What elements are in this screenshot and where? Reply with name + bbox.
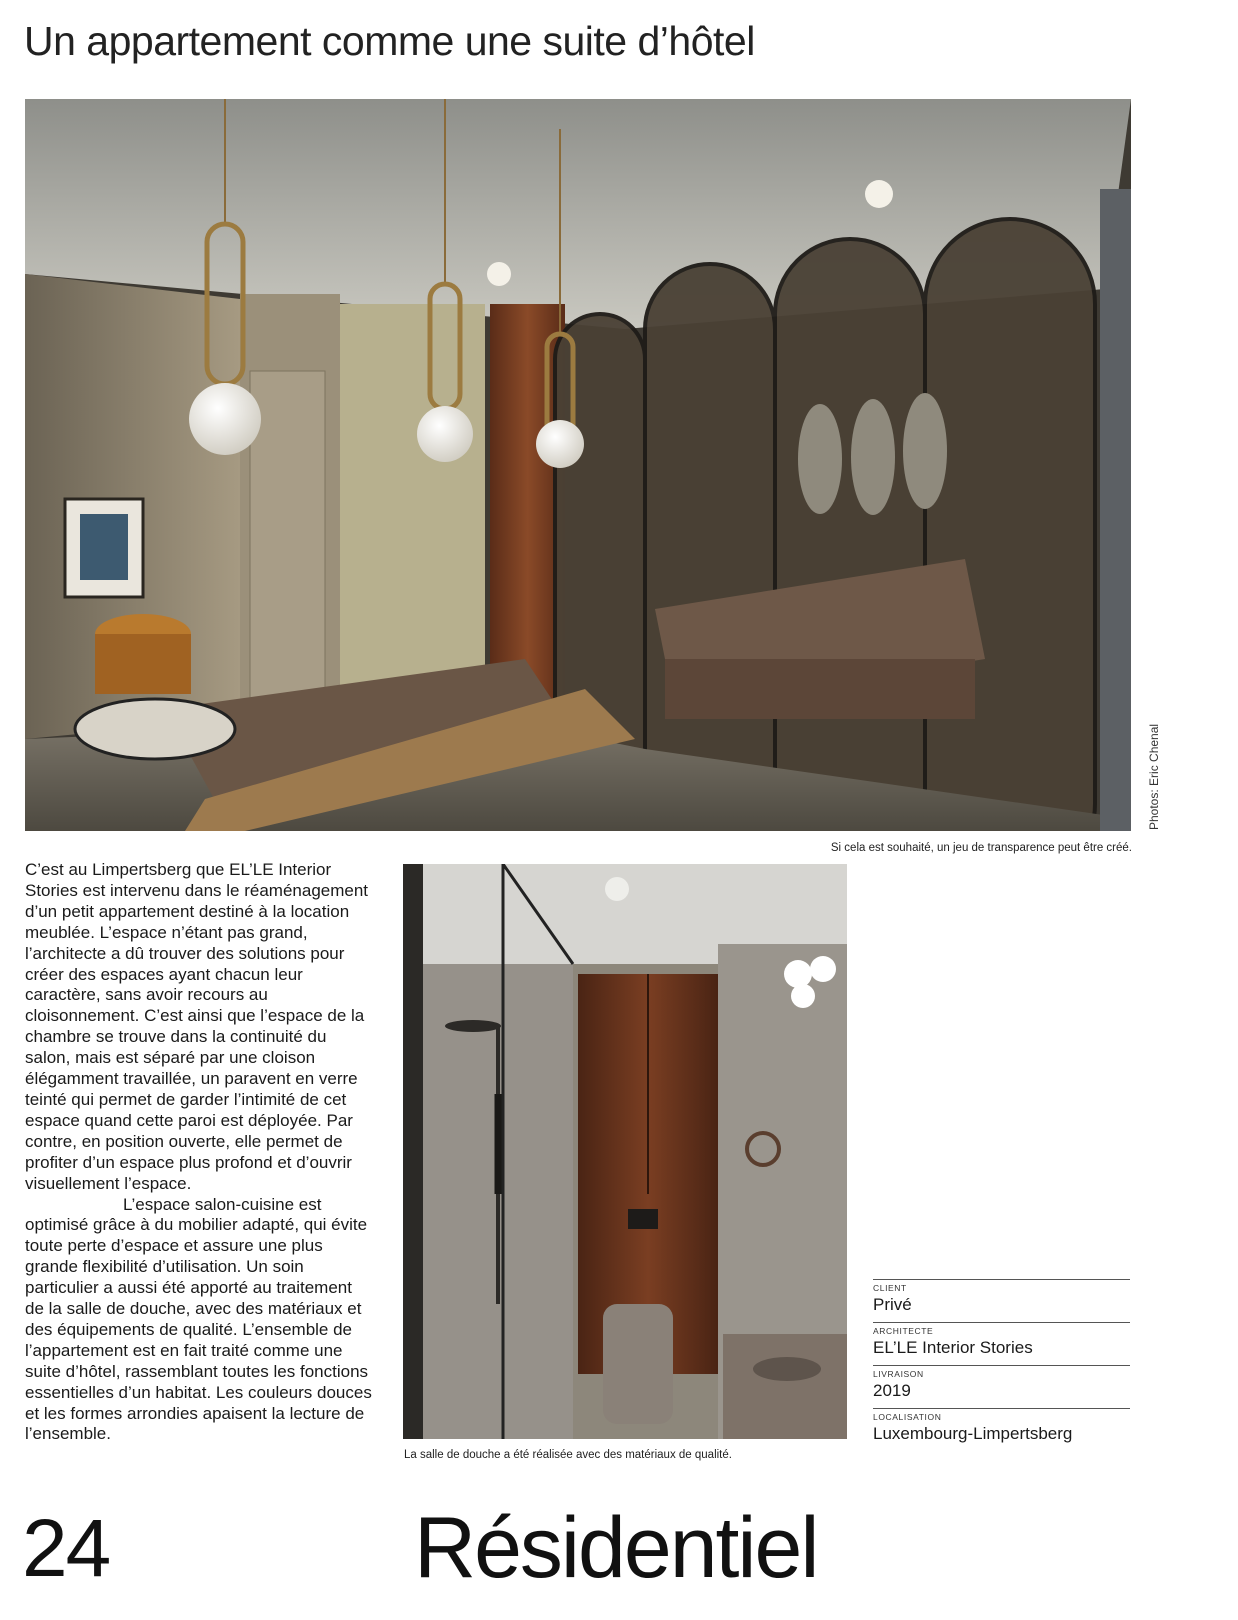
article-paragraph-2: L’espace salon-cuisine est optimisé grâce à du mobilier adapté, qui évite toute perte d’espace et assure une plus grande flexibilité d’utilisation. Un soin particulier a aussi été apporté au traitement de la salle de douche, avec des matériaux et des équipements de qualité. L’ensemble de l’appartement est en fait traité comme une suite d’hôtel, rassemblant toutes les fonctions essentielles d’un habitat. Les couleurs douces et les formes arrondies apaisent la lecture de l’ensemble. [25, 1194, 372, 1444]
info-location [873, 1408, 1130, 1451]
info-delivery [873, 1365, 1130, 1408]
info-label: LOCALISATION [873, 1412, 942, 1422]
info-client [873, 1279, 1130, 1322]
info-value: Luxembourg-Limpertsberg [873, 1424, 1073, 1443]
article-title: Un appartement comme une suite d’hôtel [24, 18, 755, 64]
photo-credit: Photos: Eric Chenal [1147, 723, 1161, 830]
info-label: ARCHITECTE [873, 1326, 934, 1336]
article-paragraph-1: C’est au Limpertsberg que EL’LE Interior Stories est intervenu dans le réaménagement d’un petit appartement destiné à la location meublée. L’espace n’étant pas grand, l’architecte a dû trouver des solutions pour créer des espaces ayant chacun leur caractère, sans avoir recours au cloisonnement. C’est ainsi que l’espace de la chambre se trouve dans la continuité du salon, mais est séparé par une cloison élégamment travaillée, un paravent en verre teinté qui permet de garder l’intimité de cet espace quand cette paroi est déployée. Par contre, en position ouverte, elle permet de profiter d’un espace plus profond et d’ouvrir visuellement l’espace. [25, 860, 369, 1193]
project-info [873, 1279, 1130, 1451]
info-value: 2019 [873, 1381, 911, 1400]
page-number: 24 [22, 1503, 110, 1594]
info-value: Privé [873, 1295, 912, 1314]
info-label: LIVRAISON [873, 1369, 924, 1379]
info-label: CLIENT [873, 1283, 907, 1293]
info-value: EL’LE Interior Stories [873, 1338, 1033, 1357]
main-photo [25, 99, 1131, 831]
bathroom-photo [403, 864, 847, 1439]
main-photo-caption: Si cela est souhaité, un jeu de transparence peut être créé. [830, 842, 1132, 854]
article-body [25, 860, 375, 1445]
bathroom-photo-caption: La salle de douche a été réalisée avec des matériaux de qualité. [404, 1449, 732, 1461]
section-title: Résidentiel [414, 1500, 818, 1596]
info-architect [873, 1322, 1130, 1365]
